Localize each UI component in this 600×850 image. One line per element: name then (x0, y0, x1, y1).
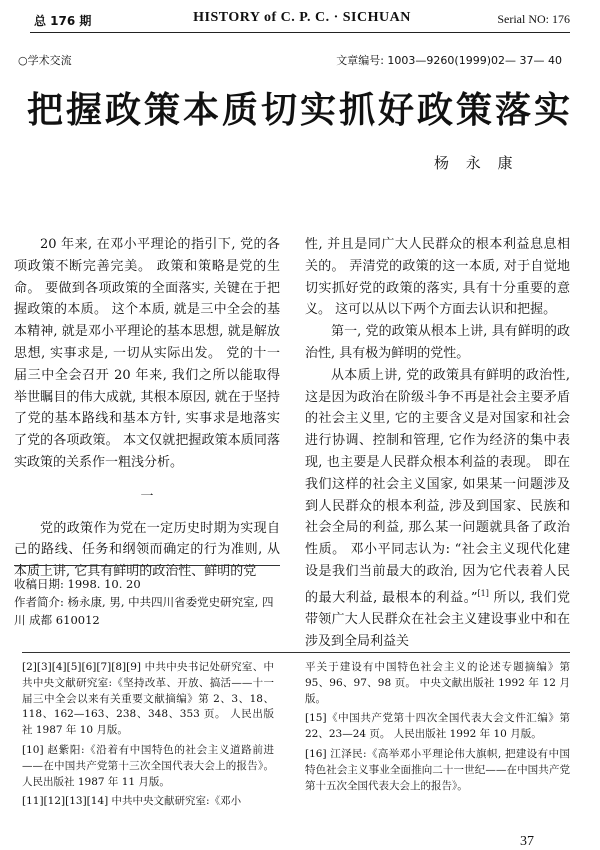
header-rule (30, 32, 570, 33)
body-text: 所以, 我们党带领广大人民群众在社会主义建设事业中和在涉及到全局利益关 (305, 590, 570, 649)
journal-name: HISTORY of C. P. C. · SICHUAN (193, 10, 411, 25)
reference-item: 平关于建设有中国特色社会主义的论述专题摘编》第 95、96、97、98 页。 中央文献出版社 1992 年 12 月版。 (305, 661, 570, 705)
body-paragraph (305, 365, 570, 653)
issue-number: 总 176 期 (34, 14, 92, 28)
article-title: 把握政策本质切实抓好政策落实 (26, 90, 573, 131)
references-right (305, 660, 570, 798)
article-info (14, 575, 280, 629)
right-column (305, 234, 570, 652)
references-left (22, 660, 274, 814)
running-header (34, 8, 570, 30)
left-column (14, 234, 280, 583)
section-number: 一 (140, 488, 154, 504)
citation-marker: [1] (477, 588, 489, 598)
page-number: 37 (520, 834, 534, 849)
body-text: 从本质上讲, 党的政策具有鲜明的政治性, 这是因为政治在阶级斗争不再是社会主要矛盾的社会主义里, 它的主要含义是对国家和社会进行协调、控制和管理, 它作为经济的集中表现, 也主要是人民群众根本利益的表现。 即在我们这样的社会主义国家, 如果某一问题涉及到人民群众的根本利益, 涉及到国家、民族和社会全局的利益, 那么某一问题就具备了政治性质。 邓小平同志认为: “社会主义现代化建设是我们当前最大的政治, 因为它代表着人民的最大利益, 最根本的利益。” (305, 367, 570, 606)
column-tag: ○学术交流 (18, 54, 72, 67)
reference-item: [16] 江泽民:《高举邓小平理论伟大旗帜, 把建设有中国特色社会主义事业全面推向二十一世纪——在中国共产党第十五次全国代表大会上的报告》。 (305, 747, 570, 792)
reference-item: [11][12][13][14] 中共中央文献研究室:《邓小 (22, 795, 242, 808)
reference-item: [10] 赵紫阳:《沿着有中国特色的社会主义道路前进——在中国共产党第十三次全国代表大会上的报告》。 人民出版社 1987 年 11 月版。 (22, 743, 274, 788)
body-paragraph: 第一, 党的政策从根本上讲, 具有鲜明的政治性, 具有极为鲜明的党性。 (305, 324, 570, 361)
body-paragraph: 党的政策作为党在一定历史时期为实现自己的路线、任务和纲领而确定的行为准则, 从本质上讲, 它具有鲜明的政治性、鲜明的党 (14, 520, 280, 580)
footnote-rule (14, 565, 280, 566)
references-rule (22, 652, 570, 653)
serial-number: Serial NO: 176 (497, 12, 570, 26)
author-info: 作者简介: 杨永康, 男, 中共四川省委党史研究室, 四川 成都 610012 (14, 595, 274, 627)
received-date: 收稿日期: 1998. 10. 20 (14, 577, 141, 591)
author-name: 杨 永 康 (434, 154, 519, 172)
article-number: 文章编号: 1003—9260(1999)02— 37— 40 (336, 54, 562, 67)
reference-item: [15]《中国共产党第十四次全国代表大会文件汇编》第 22、23—24 页。 人民出版社 1992 年 10 月版。 (305, 712, 570, 741)
reference-item: [2][3][4][5][6][7][8][9] 中共中央书记处研究室、中共中央文献研究室:《坚持改革、开放、搞活——十一届三中全会以来有关重要文献摘编》第 2、3、18、118、162—163、238、348、353 页。 人民出版社 1987 年 10 月版。 (22, 661, 274, 737)
body-paragraph: 20 年来, 在邓小平理论的指引下, 党的各项政策不断完善完美。 政策和策略是党的生命。 要做到各项政策的全面落实, 关键在于把握政策的本质。 这个本质, 就是三中全会的基本精神, 就是邓小平理论的基本思想, 就是解放思想, 实事求是, 一切从实际出发。 党的十一届三中全会召开 20 年来, 我们之所以能取得举世瞩目的伟大成就, 其根本原因, 就在于坚持了党的基本路线和基本方针, 实事求是地落实了党的各项政策。 本文仅就把握政策本质同落实政策的关系作一粗浅分析。 (14, 237, 280, 470)
body-paragraph: 性, 并且是同广大人民群众的根本利益息息相关的。 弄清党的政策的这一本质, 对于自觉地切实抓好党的政策的落实, 具有十分重要的意义。 这可以从以下两个方面去认识和把握。 (305, 237, 570, 318)
